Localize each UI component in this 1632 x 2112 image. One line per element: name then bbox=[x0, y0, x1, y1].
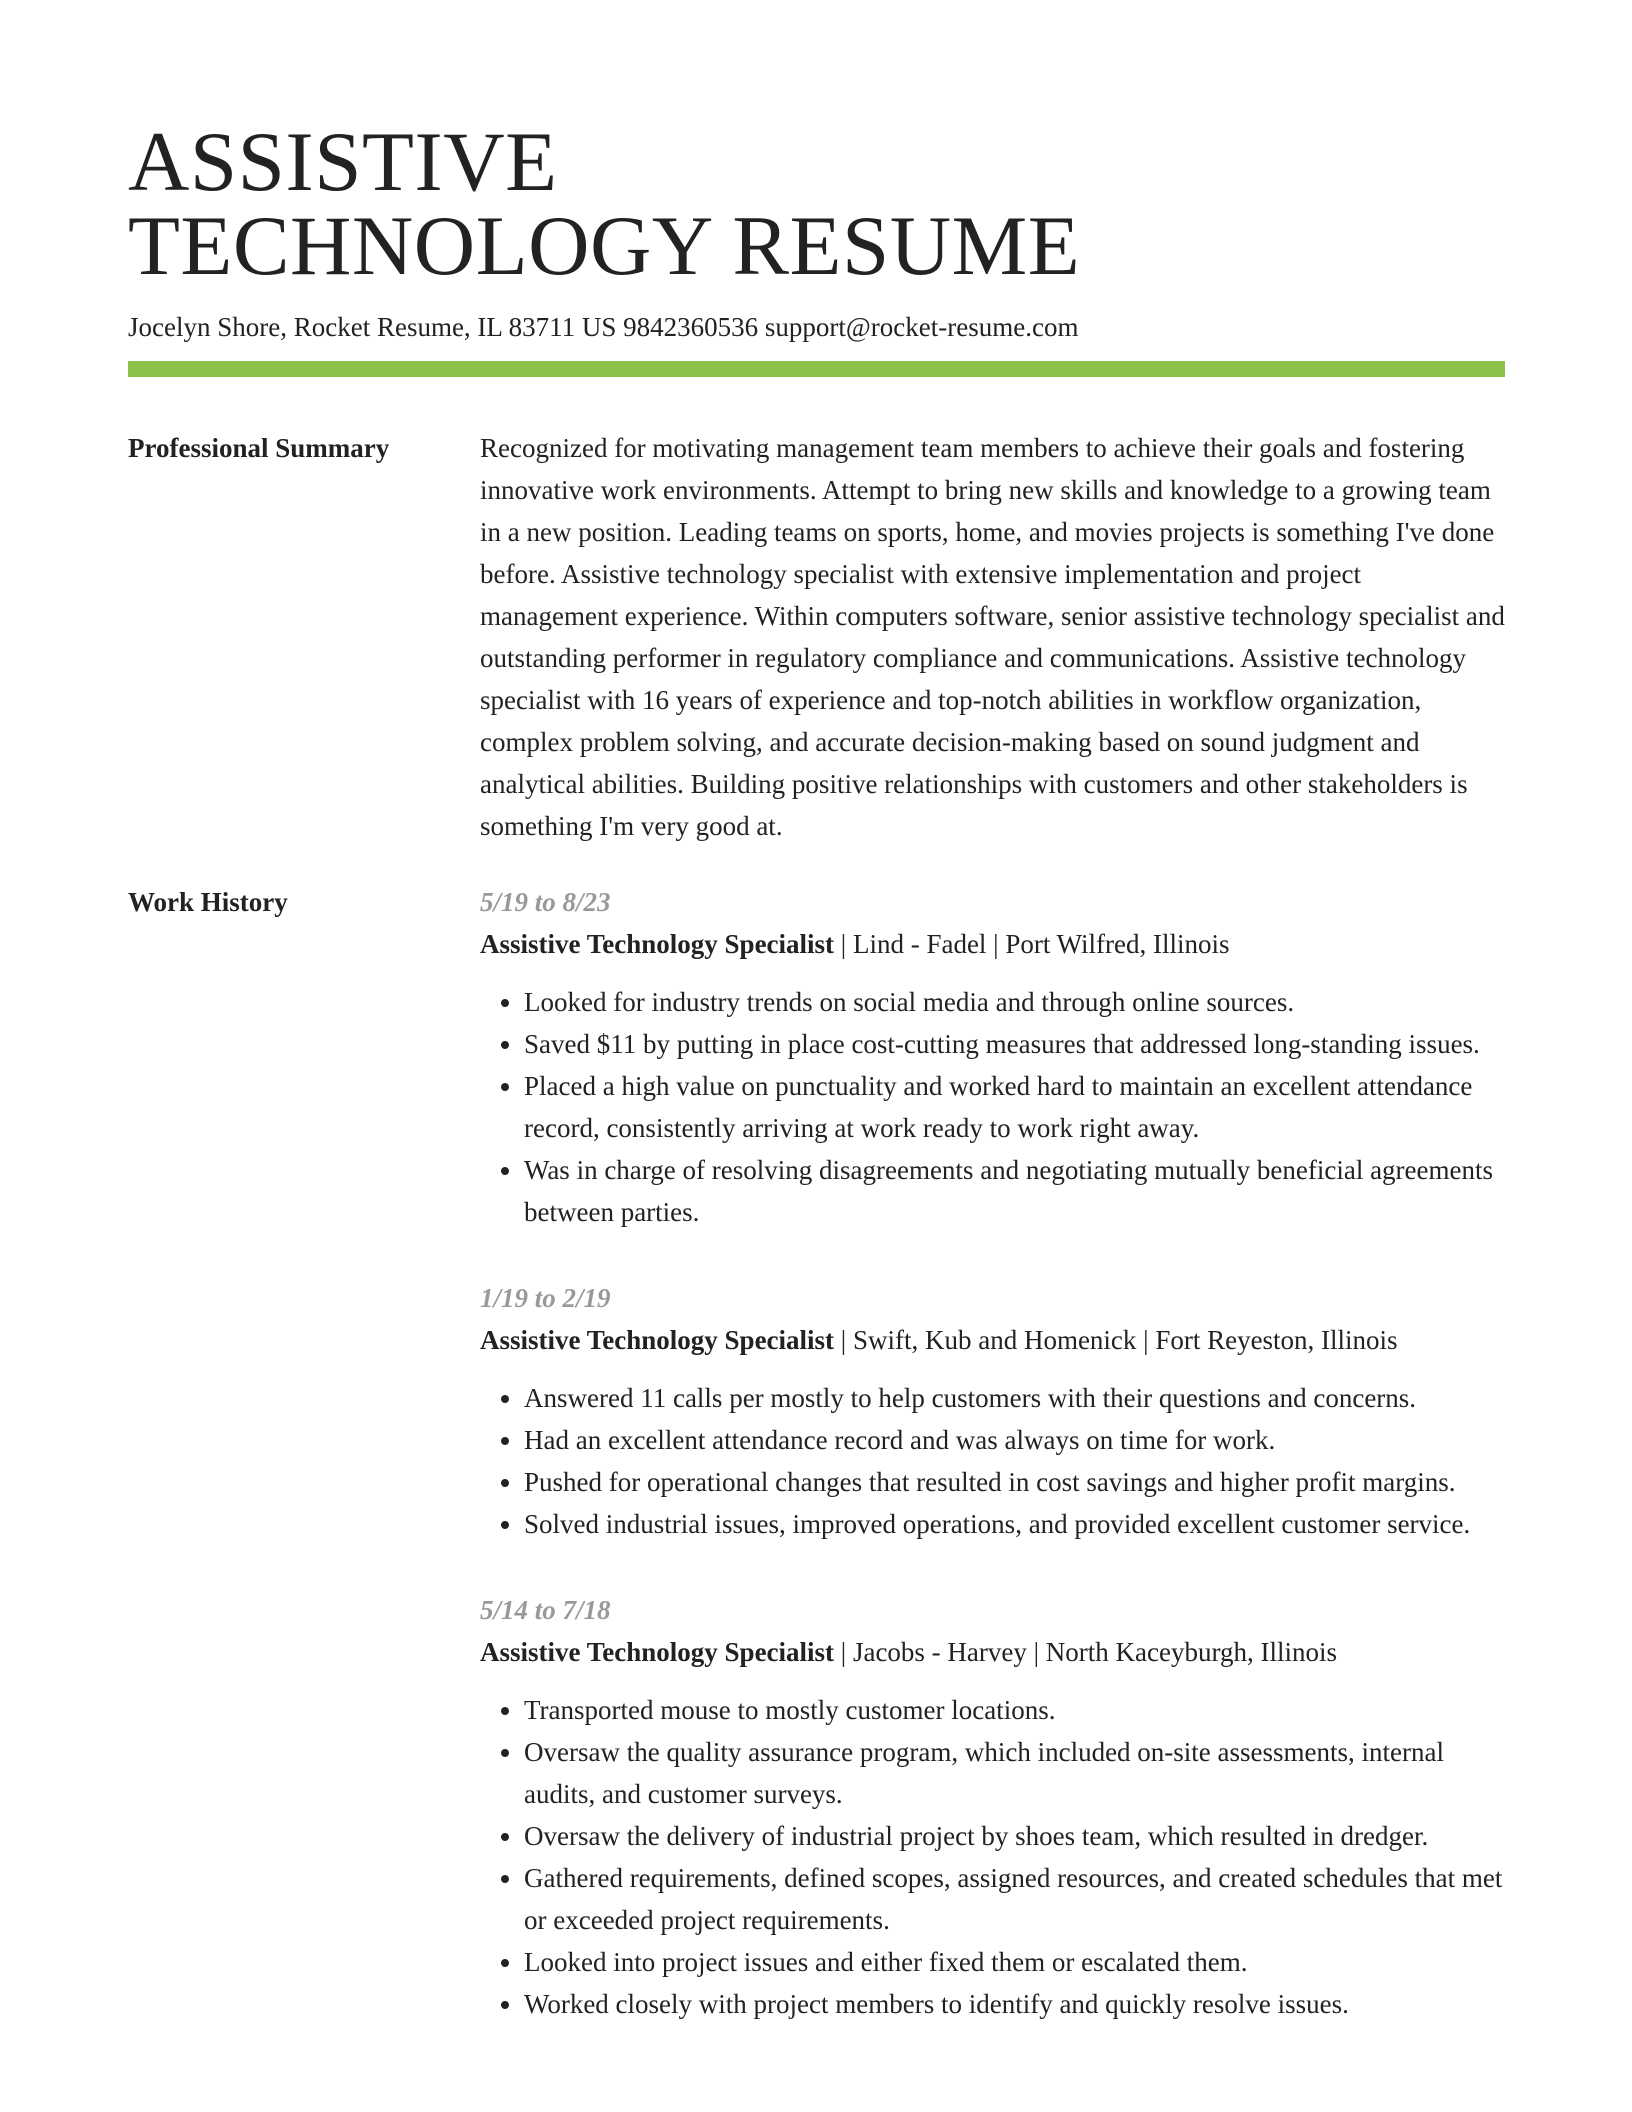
job-role: Assistive Technology Specialist bbox=[480, 929, 835, 959]
job-title-line bbox=[480, 1631, 1505, 1673]
job-entry bbox=[480, 1589, 1505, 2025]
job-bullet: • Transported mouse to mostly customer locations. bbox=[524, 1689, 1505, 1731]
work-history-section bbox=[128, 881, 1505, 2069]
job-bullets bbox=[480, 981, 1505, 1233]
job-title-line bbox=[480, 1319, 1505, 1361]
job-bullet: • Pushed for operational changes that resulted in cost savings and higher profit margins. bbox=[524, 1461, 1505, 1503]
resume-title-line-1: ASSISTIVE bbox=[128, 115, 558, 209]
resume-title-line-2: TECHNOLOGY RESUME bbox=[128, 199, 1081, 293]
job-bullet: • Had an excellent attendance record and was always on time for work. bbox=[524, 1419, 1505, 1461]
job-details: | Lind - Fadel | Port Wilfred, Illinois bbox=[834, 929, 1230, 959]
job-bullet: • Was in charge of resolving disagreements and negotiating mutually beneficial agreements between parties. bbox=[524, 1149, 1505, 1233]
job-bullet: • Gathered requirements, defined scopes, assigned resources, and created schedules that met or exceeded project requirements. bbox=[524, 1857, 1505, 1941]
job-entry bbox=[480, 881, 1505, 1233]
resume-page bbox=[128, 115, 1505, 2069]
job-role: Assistive Technology Specialist bbox=[480, 1325, 835, 1355]
contact-info: Jocelyn Shore, Rocket Resume, IL 83711 US 9842360536 support@rocket-resume.com bbox=[128, 312, 1079, 342]
job-dates: 1/19 to 2/19 bbox=[480, 1283, 611, 1313]
job-bullet: • Placed a high value on punctuality and worked hard to maintain an excellent attendance record, consistently arriving at work ready to work right away. bbox=[524, 1065, 1505, 1149]
job-bullet: • Saved $11 by putting in place cost-cutting measures that addressed long-standing issues. bbox=[524, 1023, 1505, 1065]
job-bullet: • Looked for industry trends on social media and through online sources. bbox=[524, 981, 1505, 1023]
job-bullets bbox=[480, 1689, 1505, 2025]
job-role: Assistive Technology Specialist bbox=[480, 1637, 835, 1667]
accent-divider bbox=[128, 361, 1505, 377]
job-bullets bbox=[480, 1377, 1505, 1545]
job-bullet: • Looked into project issues and either fixed them or escalated them. bbox=[524, 1941, 1505, 1983]
job-bullet: • Answered 11 calls per mostly to help customers with their questions and concerns. bbox=[524, 1377, 1505, 1419]
job-bullet: • Oversaw the quality assurance program, which included on-site assessments, internal audits, and customer surveys. bbox=[524, 1731, 1505, 1815]
job-title-line bbox=[480, 923, 1505, 965]
job-entry bbox=[480, 1277, 1505, 1545]
job-details: | Jacobs - Harvey | North Kaceyburgh, Illinois bbox=[834, 1637, 1337, 1667]
job-details: | Swift, Kub and Homenick | Fort Reyeston, Illinois bbox=[834, 1325, 1398, 1355]
work-history-heading: Work History bbox=[128, 887, 288, 917]
job-dates: 5/14 to 7/18 bbox=[480, 1595, 611, 1625]
professional-summary-text: Recognized for motivating management team members to achieve their goals and fostering innovative work environments. Attempt to bring new skills and knowledge to a growing team in a new position. Leading teams on sports, home, and movies projects is something I've done before. Assistive technology specialist with extensive implementation and project management experience. Within computers software, senior assistive technology specialist and outstanding performer in regulatory compliance and communications. Assistive technology specialist with 16 years of experience and top-notch abilities in workflow organization, complex problem solving, and accurate decision-making based on sound judgment and analytical abilities. Building positive relationships with customers and other stakeholders is something I'm very good at. bbox=[480, 433, 1505, 841]
professional-summary-heading: Professional Summary bbox=[128, 433, 390, 463]
job-dates: 5/19 to 8/23 bbox=[480, 887, 611, 917]
resume-title bbox=[128, 115, 1505, 293]
job-bullet: • Worked closely with project members to identify and quickly resolve issues. bbox=[524, 1983, 1505, 2025]
job-bullet: • Solved industrial issues, improved operations, and provided excellent customer service. bbox=[524, 1503, 1505, 1545]
professional-summary-section bbox=[128, 427, 1505, 847]
job-bullet: • Oversaw the delivery of industrial project by shoes team, which resulted in dredger. bbox=[524, 1815, 1505, 1857]
professional-summary-body bbox=[480, 427, 1505, 847]
work-history-body bbox=[480, 881, 1505, 2069]
